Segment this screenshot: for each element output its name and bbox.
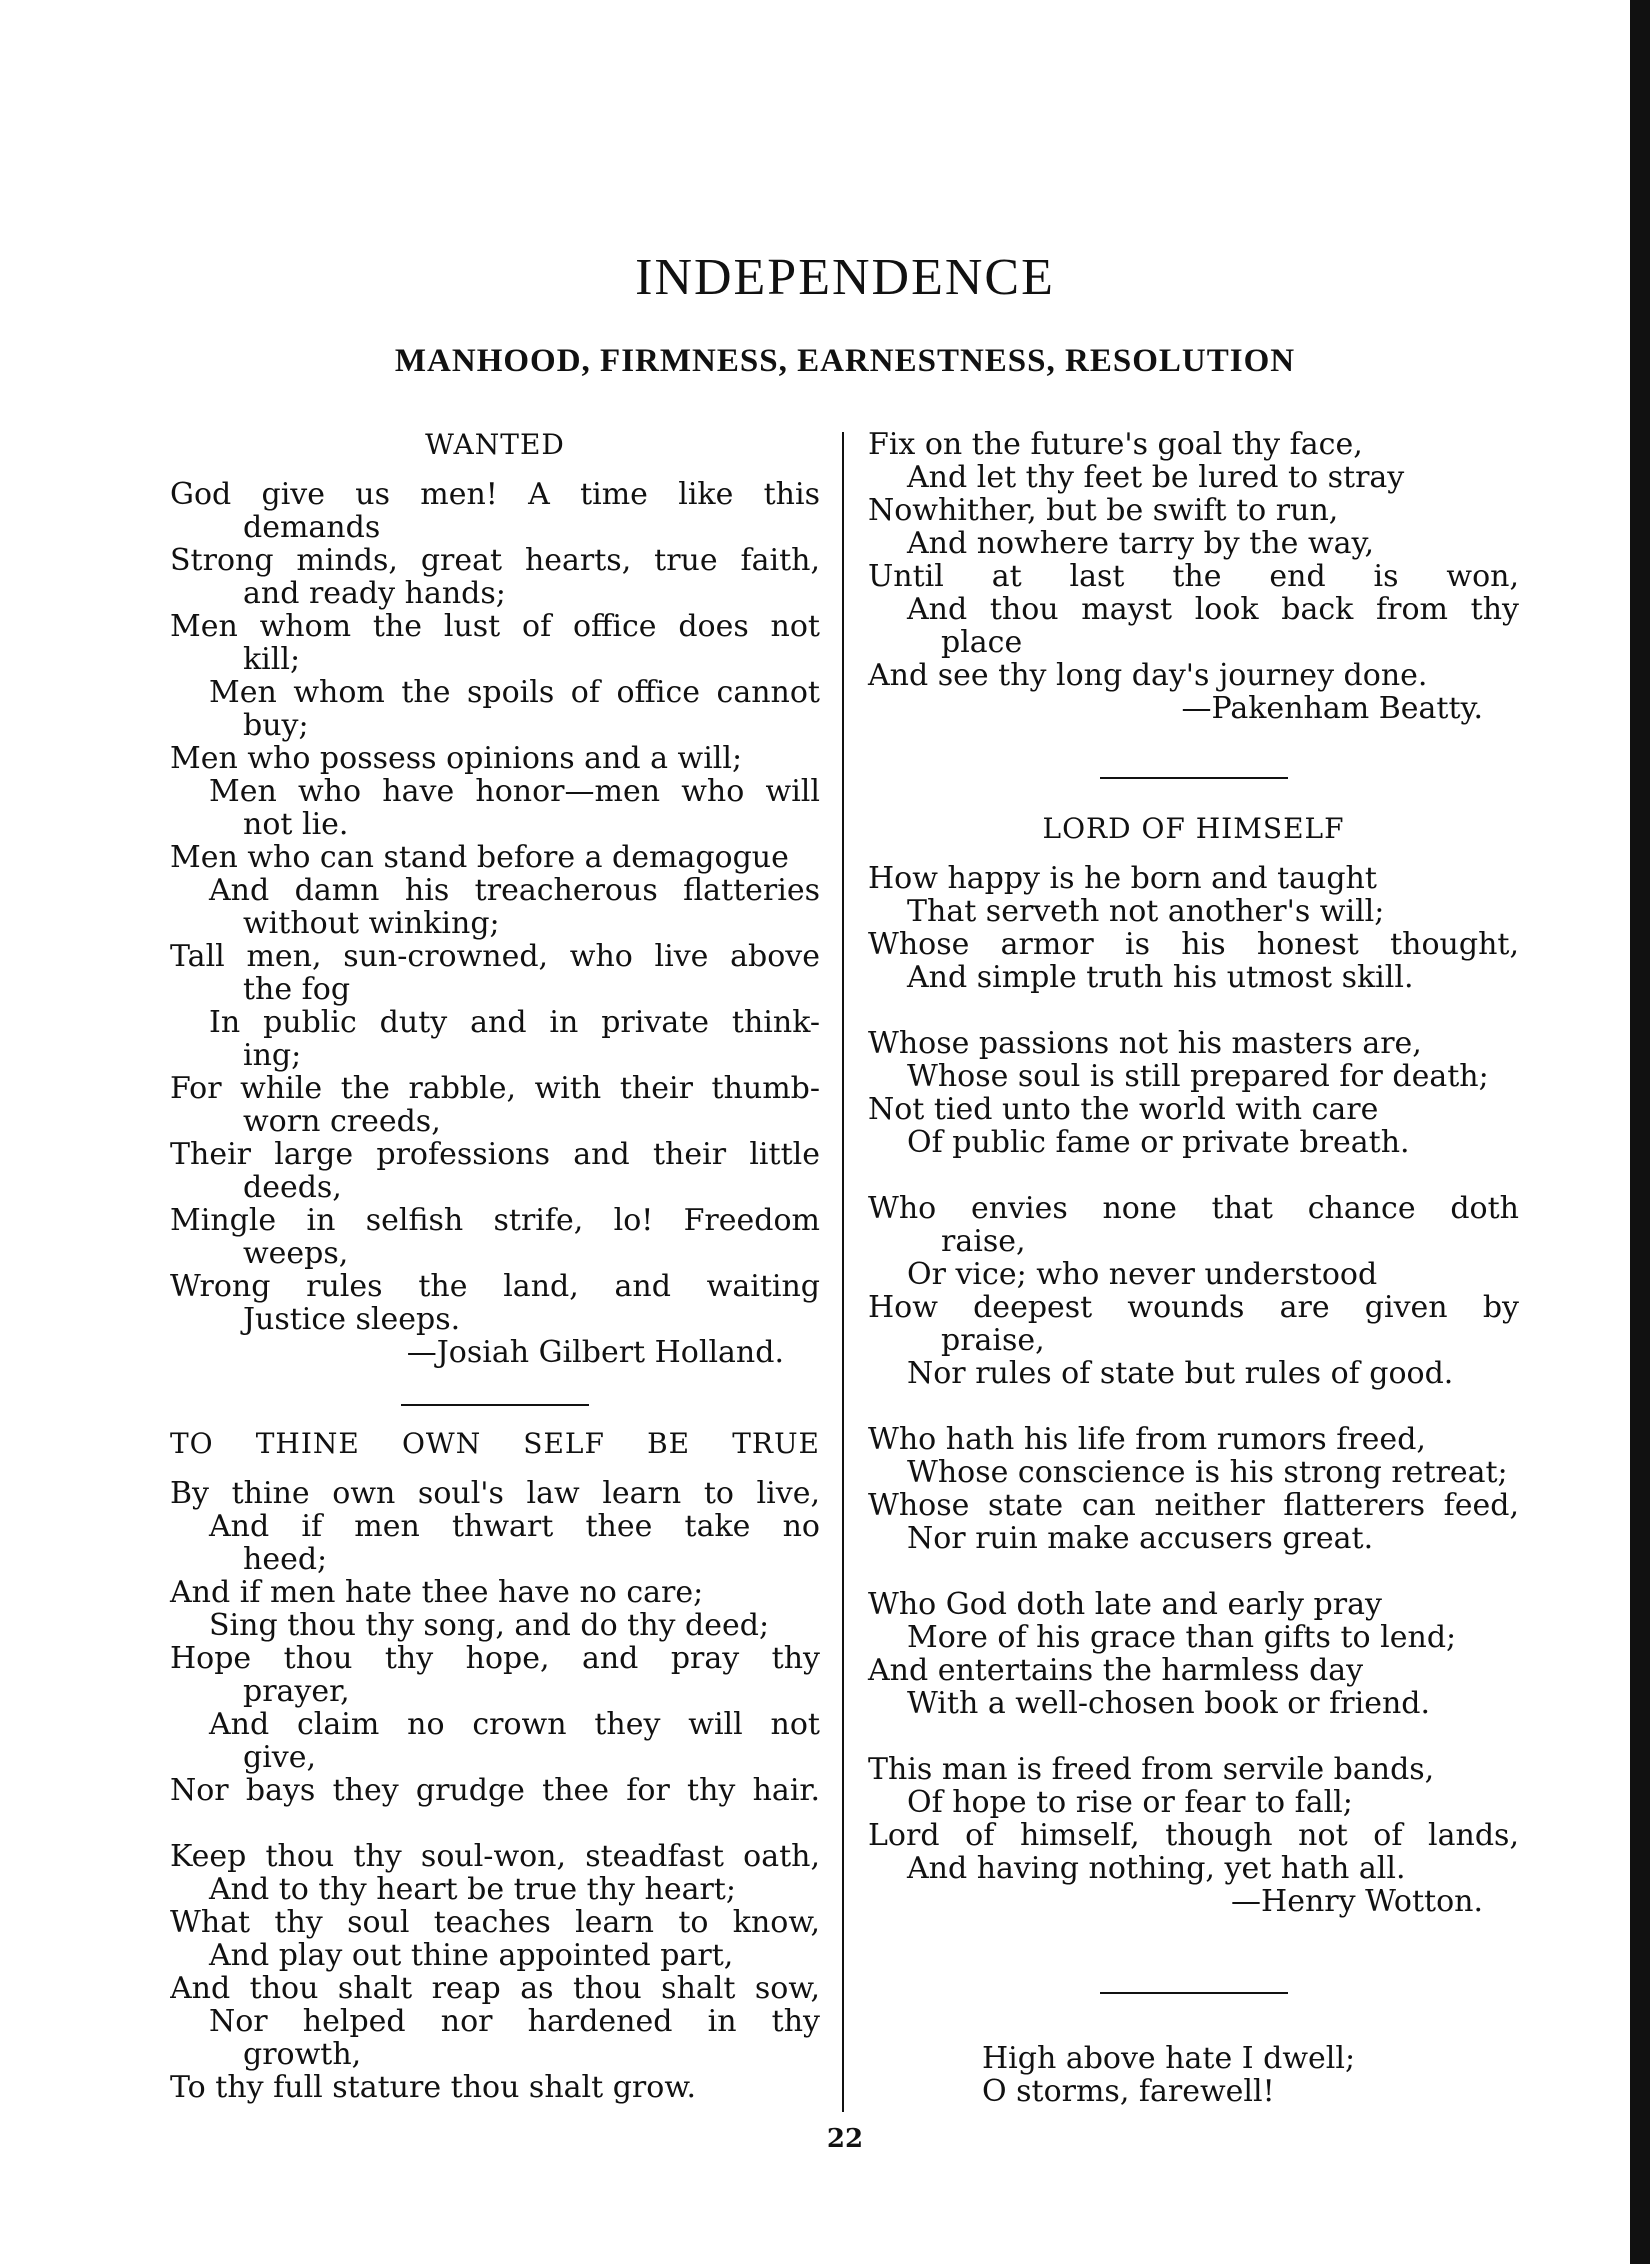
verse-line: worn creeds, xyxy=(243,1104,441,1139)
verse-line: Men who can stand before a demagogue xyxy=(170,840,789,875)
verse-line: heed; xyxy=(243,1542,328,1577)
verse-line: Who envies none that chance doth xyxy=(868,1192,1519,1225)
verse-line: Whose conscience is his strong retreat; xyxy=(907,1455,1508,1490)
verse-line: O storms, farewell! xyxy=(982,2074,1275,2109)
poem xyxy=(982,2042,1519,2108)
verse-line: Who God doth late and early pray xyxy=(868,1587,1382,1622)
verse-line: That serveth not another's will; xyxy=(907,894,1385,929)
stanza xyxy=(170,1840,820,2104)
page-subtitle: MANHOOD, FIRMNESS, EARNESTNESS, RESOLUTION xyxy=(394,343,1296,379)
verse-line: And if men thwart thee take no xyxy=(209,1510,820,1543)
scan-edge xyxy=(1630,0,1650,2264)
verse-line: deeds, xyxy=(243,1170,342,1205)
verse-line: This man is freed from servile bands, xyxy=(868,1752,1435,1787)
verse-line: Whose state can neither flatterers feed, xyxy=(868,1489,1519,1522)
verse-line: Men whom the spoils of office cannot xyxy=(209,676,820,709)
verse-line: Tall men, sun-crowned, who live above xyxy=(170,940,820,973)
verse-line: Nor ruin make accusers great. xyxy=(907,1521,1374,1556)
verse-line: And simple truth his utmost skill. xyxy=(907,960,1414,995)
verse-line: With a well-chosen book or friend. xyxy=(907,1686,1431,1721)
verse-line: God give us men! A time like this xyxy=(170,478,820,511)
verse-line: Who hath his life from rumors freed, xyxy=(868,1422,1426,1457)
verse-line: Men who have honor—men who will xyxy=(209,775,820,808)
verse-line: To thy full stature thou shalt grow. xyxy=(170,2070,696,2105)
verse-line: Men whom the lust of office does not xyxy=(170,610,820,643)
verse-line: without winking; xyxy=(243,906,500,941)
verse-line: Nor bays they grudge thee for thy hair. xyxy=(170,1774,820,1807)
verse-line: Sing thou thy song, and do thy deed; xyxy=(209,1608,770,1643)
stanza xyxy=(982,2042,1519,2108)
stanza xyxy=(868,1027,1519,1159)
verse-line: In public duty and in private think- xyxy=(209,1006,820,1039)
verse-line: And to thy heart be true thy heart; xyxy=(209,1872,736,1907)
stanza xyxy=(170,478,820,1336)
verse-line: Strong minds, great hearts, true faith, xyxy=(170,544,820,577)
verse-line: ing; xyxy=(243,1038,302,1073)
verse-line: High above hate I dwell; xyxy=(982,2041,1356,2076)
section-rule xyxy=(1100,1992,1288,1994)
verse-line: By thine own soul's law learn to live, xyxy=(170,1477,820,1510)
verse-line: Wrong rules the land, and waiting xyxy=(170,1270,820,1303)
verse-line: prayer, xyxy=(243,1674,350,1709)
stanza xyxy=(868,1588,1519,1720)
poem-title: TO THINE OWN SELF BE TRUE xyxy=(170,1427,820,1460)
verse-line: And if men hate thee have no care; xyxy=(170,1575,704,1610)
verse-line: Nor rules of state but rules of good. xyxy=(907,1356,1454,1391)
verse-line: How deepest wounds are given by xyxy=(868,1291,1519,1324)
verse-line: kill; xyxy=(243,642,301,677)
verse-line: And see thy long day's journey done. xyxy=(868,658,1428,693)
poem-attribution: —Josiah Gilbert Holland. xyxy=(406,1335,784,1370)
verse-line: And thou shalt reap as thou shalt sow, xyxy=(170,1972,820,2005)
verse-line: Whose soul is still prepared for death; xyxy=(907,1059,1489,1094)
page-title: INDEPENDENCE xyxy=(635,249,1055,306)
verse-line: And thou mayst look back from thy xyxy=(907,593,1519,626)
verse-line: More of his grace than gifts to lend; xyxy=(907,1620,1457,1655)
verse-line: And let thy feet be lured to stray xyxy=(907,460,1405,495)
verse-line: Nowhither, but be swift to run, xyxy=(868,493,1339,528)
poem-title: WANTED xyxy=(425,428,565,461)
poem xyxy=(170,428,820,1369)
verse-line: Nor helped nor hardened in thy xyxy=(209,2005,820,2038)
verse-line: growth, xyxy=(243,2037,362,2072)
verse-line: And damn his treacherous flatteries xyxy=(209,874,820,907)
verse-line: Of public fame or private breath. xyxy=(907,1125,1410,1160)
verse-line: buy; xyxy=(243,708,309,743)
verse-line: give, xyxy=(243,1740,317,1775)
verse-line: What thy soul teaches learn to know, xyxy=(170,1906,820,1939)
poem-title: LORD OF HIMSELF xyxy=(1042,812,1345,845)
poem xyxy=(170,1427,820,2104)
poem xyxy=(868,812,1519,1918)
verse-line: Lord of himself, though not of lands, xyxy=(868,1819,1519,1852)
poem-attribution: —Pakenham Beatty. xyxy=(1181,691,1483,726)
verse-line: And nowhere tarry by the way, xyxy=(907,526,1375,561)
verse-line: and ready hands; xyxy=(243,576,506,611)
verse-line: Keep thou thy soul-won, steadfast oath, xyxy=(170,1840,820,1873)
poem xyxy=(868,428,1519,725)
stanza xyxy=(868,428,1519,692)
verse-line: Mingle in selfish strife, lo! Freedom xyxy=(170,1204,820,1237)
verse-line: Whose armor is his honest thought, xyxy=(868,928,1519,961)
stanza xyxy=(868,862,1519,994)
verse-line: Their large professions and their little xyxy=(170,1138,820,1171)
verse-line: How happy is he born and taught xyxy=(868,861,1377,896)
verse-line: And entertains the harmless day xyxy=(868,1653,1364,1688)
verse-line: And claim no crown they will not xyxy=(209,1708,820,1741)
page-number: 22 xyxy=(826,2124,864,2154)
verse-line: For while the rabble, with their thumb- xyxy=(170,1072,820,1105)
section-rule xyxy=(1100,777,1288,779)
stanza xyxy=(868,1192,1519,1390)
verse-line: demands xyxy=(243,510,381,545)
poem-attribution: —Henry Wotton. xyxy=(1231,1884,1483,1919)
verse-line: And having nothing, yet hath all. xyxy=(907,1851,1406,1886)
verse-line: Not tied unto the world with care xyxy=(868,1092,1379,1127)
verse-line: Justice sleeps. xyxy=(243,1302,461,1337)
verse-line: And play out thine appointed part, xyxy=(209,1938,734,1973)
stanza xyxy=(170,1477,820,1807)
column-divider xyxy=(842,432,844,2112)
verse-line: not lie. xyxy=(243,807,349,842)
verse-line: Of hope to rise or fear to fall; xyxy=(907,1785,1353,1820)
verse-line: the fog xyxy=(243,972,351,1007)
stanza xyxy=(868,1753,1519,1885)
verse-line: place xyxy=(941,625,1023,660)
verse-line: Or vice; who never understood xyxy=(907,1257,1378,1292)
verse-line: weeps, xyxy=(243,1236,349,1271)
verse-line: Men who possess opinions and a will; xyxy=(170,741,743,776)
verse-line: Fix on the future's goal thy face, xyxy=(868,427,1363,462)
verse-line: Until at last the end is won, xyxy=(868,560,1519,593)
verse-line: Whose passions not his masters are, xyxy=(868,1026,1422,1061)
stanza xyxy=(868,1423,1519,1555)
verse-line: Hope thou thy hope, and pray thy xyxy=(170,1642,820,1675)
verse-line: praise, xyxy=(941,1323,1045,1358)
verse-line: raise, xyxy=(941,1224,1026,1259)
section-rule xyxy=(401,1404,589,1406)
